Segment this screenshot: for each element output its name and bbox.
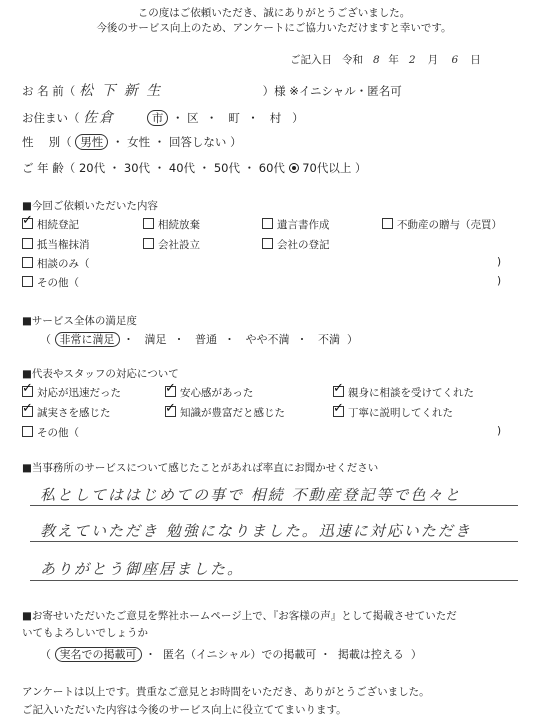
staff-item-label: 知識が豊富だと感じた xyxy=(180,407,285,419)
staff-other-label: その他（ xyxy=(37,427,79,439)
address-kind-city[interactable]: 市 xyxy=(147,110,169,126)
checkbox-icon[interactable] xyxy=(22,426,33,437)
age-50s[interactable]: 50代 xyxy=(213,161,240,175)
gender-no-answer[interactable]: 回答しない xyxy=(168,135,227,149)
age-60s[interactable]: 60代 xyxy=(258,161,285,175)
publish-decline[interactable]: 掲載は控える xyxy=(337,648,404,661)
satisfaction-row: （ 非常に満足 ・ 満足 ・ 普通 ・ やや不満 ・ 不満 ） xyxy=(40,333,358,346)
checkbox-icon[interactable] xyxy=(22,238,33,249)
satisfaction-very-satisfied[interactable]: 非常に満足 xyxy=(55,332,120,347)
request-item-will[interactable] xyxy=(262,217,330,232)
date-row xyxy=(290,52,481,67)
name-label: お 名 前（ xyxy=(22,84,76,98)
checkbox-icon[interactable] xyxy=(262,238,273,249)
satisfaction-dissatisfied[interactable]: 不満 xyxy=(317,333,340,346)
comment-line-3[interactable]: ありがとう御座居ました。 xyxy=(40,560,245,578)
staff-item-attentive[interactable] xyxy=(333,385,474,400)
comment-line-1[interactable]: 私としてははじめての事で 相続 不動産登記等で色々と xyxy=(40,486,462,504)
date-label: ご記入日 xyxy=(290,54,332,66)
request-other-label: その他（ xyxy=(37,277,79,289)
gender-close: ） xyxy=(230,135,242,149)
request-other-close: ) xyxy=(497,275,502,287)
satisfaction-somewhat-dissatisfied[interactable]: やや不満 xyxy=(245,333,290,346)
staff-item-reassuring[interactable] xyxy=(165,385,253,400)
name-value[interactable]: 松 下 新 生 xyxy=(78,83,163,99)
request-item-label: 会社の登記 xyxy=(277,239,330,251)
checkbox-icon[interactable] xyxy=(22,257,33,268)
staff-title: ■代表やスタッフの対応について xyxy=(22,368,179,380)
request-item-other[interactable] xyxy=(22,275,79,290)
consult-only-label: 相談のみ（ xyxy=(37,258,90,270)
date-month[interactable]: 2 xyxy=(408,54,418,66)
checkbox-checked-icon[interactable] xyxy=(165,406,176,417)
consult-only-close: ) xyxy=(497,256,502,268)
request-item-label: 抵当権抹消 xyxy=(37,239,90,251)
staff-item-explained[interactable] xyxy=(333,405,453,420)
staff-item-label: 誠実さを感じた xyxy=(37,407,111,419)
satisfaction-satisfied[interactable]: 満足 xyxy=(144,333,167,346)
address-kind-village[interactable]: 村 xyxy=(269,111,282,125)
satisfaction-neutral[interactable]: 普通 xyxy=(194,333,217,346)
checkbox-icon[interactable] xyxy=(382,218,393,229)
address-close: ） xyxy=(292,111,304,125)
name-suffix: ）様 ※イニシャル・匿名可 xyxy=(262,84,402,98)
gender-row: 性 別（ 男性 ・ 女性 ・ 回答しない ） xyxy=(22,135,242,149)
address-label: お住まい（ xyxy=(22,111,80,125)
age-selection-dot-icon xyxy=(289,163,299,173)
request-item-label: 相続登記 xyxy=(37,219,79,231)
age-close: ） xyxy=(355,161,367,175)
comment-rule-2 xyxy=(30,541,518,542)
checkbox-checked-icon[interactable] xyxy=(333,406,344,417)
staff-item-label: 対応が迅速だった xyxy=(37,387,121,399)
staff-item-knowledgeable[interactable] xyxy=(165,405,285,420)
staff-other-close: ) xyxy=(497,425,502,437)
checkbox-checked-icon[interactable] xyxy=(22,386,33,397)
comment-line-2[interactable]: 教えていただき 勉強になりました。迅速に対応いただき xyxy=(40,522,472,540)
checkbox-icon[interactable] xyxy=(22,276,33,287)
request-item-renunciation[interactable] xyxy=(143,217,200,232)
checkbox-checked-icon[interactable] xyxy=(22,218,33,229)
request-item-inheritance-registration[interactable] xyxy=(22,217,79,232)
publish-close: ） xyxy=(410,648,422,661)
date-gatsu: 月 xyxy=(427,54,439,66)
footer-line-2: ご記入いただいた内容は今後のサービス向上に役立ててまいります。 xyxy=(22,704,347,716)
age-20s[interactable]: 20代 xyxy=(78,161,106,175)
staff-item-other[interactable] xyxy=(22,425,79,440)
date-era: 令和 xyxy=(342,54,364,66)
staff-item-sincere[interactable] xyxy=(22,405,111,420)
request-title: ■今回ご依頼いただいた内容 xyxy=(22,200,158,212)
satisfaction-close: ） xyxy=(346,333,358,346)
publish-real-name[interactable]: 実名での掲載可 xyxy=(55,647,142,662)
gender-female[interactable]: 女性 xyxy=(127,135,151,149)
comment-rule-1 xyxy=(30,505,518,506)
request-item-company-setup[interactable] xyxy=(143,237,200,252)
request-item-mortgage[interactable] xyxy=(22,237,90,252)
request-item-label: 会社設立 xyxy=(158,239,200,251)
date-year[interactable]: 8 xyxy=(373,54,382,66)
checkbox-icon[interactable] xyxy=(262,218,273,229)
comment-rule-3 xyxy=(30,580,518,581)
name-row xyxy=(22,80,402,100)
satisfaction-open: （ xyxy=(40,333,51,346)
publish-row: （ 実名での掲載可 ・ 匿名（イニシャル）での掲載可 ・ 掲載は控える ） xyxy=(40,648,422,661)
age-label: ご 年 齢（ xyxy=(22,161,76,175)
checkbox-checked-icon[interactable] xyxy=(22,406,33,417)
request-item-label: 相続放棄 xyxy=(158,219,200,231)
request-item-consult-only[interactable] xyxy=(22,256,90,271)
address-city[interactable]: 佐倉 xyxy=(83,110,116,126)
address-kind-ward[interactable]: 区 xyxy=(187,111,199,125)
age-row: ご 年 齢（ 20代 ・ 30代 ・ 40代 ・ 50代 ・ 60代 70代以上 ） xyxy=(22,161,367,175)
date-nichi: 日 xyxy=(470,54,481,66)
staff-item-label: 親身に相談を受けてくれた xyxy=(348,387,474,399)
publish-anonymous[interactable]: 匿名（イニシャル）での掲載可 xyxy=(163,648,317,661)
checkbox-checked-icon[interactable] xyxy=(165,386,176,397)
publish-title-1: ■お寄せいただいたご意見を弊社ホームページ上で、『お客様の声』として掲載させていただ xyxy=(22,610,457,622)
date-nen: 年 xyxy=(388,54,399,66)
staff-item-label: 安心感があった xyxy=(180,387,254,399)
gender-label: 性 別（ xyxy=(22,135,72,149)
footer-line-1: アンケートは以上です。貴重なご意見とお時間をいただき、ありがとうございました。 xyxy=(22,686,430,698)
checkbox-icon[interactable] xyxy=(143,238,154,249)
request-item-property-gift[interactable] xyxy=(382,217,502,232)
comments-title: ■当事務所のサービスについて感じたことがあれば率直にお聞かせください xyxy=(22,462,379,474)
staff-item-label: 丁寧に説明してくれた xyxy=(348,407,453,419)
request-item-label: 不動産の贈与（売買） xyxy=(397,219,502,231)
request-item-label: 遺言書作成 xyxy=(277,219,330,231)
intro-line-2: 今後のサービス向上のため、アンケートにご協力いただけますと幸いです。 xyxy=(96,22,452,34)
satisfaction-title: ■サービス全体の満足度 xyxy=(22,315,137,327)
address-kind-town[interactable]: 町 xyxy=(228,111,240,125)
intro-line-1: この度はご依頼いただき、誠にありがとうございました。 xyxy=(137,7,411,19)
publish-title-2: いてもよろしいでしょうか xyxy=(22,627,148,639)
address-row: お住まい（ 佐倉 市 ・ 区 ・ 町 ・ 村 ） xyxy=(22,107,304,127)
gender-male[interactable]: 男性 xyxy=(75,134,108,150)
checkbox-checked-icon[interactable] xyxy=(333,386,344,397)
date-day[interactable]: 6 xyxy=(451,54,461,66)
age-30s[interactable]: 30代 xyxy=(123,161,151,175)
age-40s[interactable]: 40代 xyxy=(168,161,196,175)
staff-item-prompt[interactable] xyxy=(22,385,121,400)
publish-open: （ xyxy=(40,648,51,661)
checkbox-icon[interactable] xyxy=(143,218,154,229)
request-item-company-registration[interactable] xyxy=(262,237,330,252)
age-70s-plus[interactable]: 70代以上 xyxy=(302,161,352,175)
